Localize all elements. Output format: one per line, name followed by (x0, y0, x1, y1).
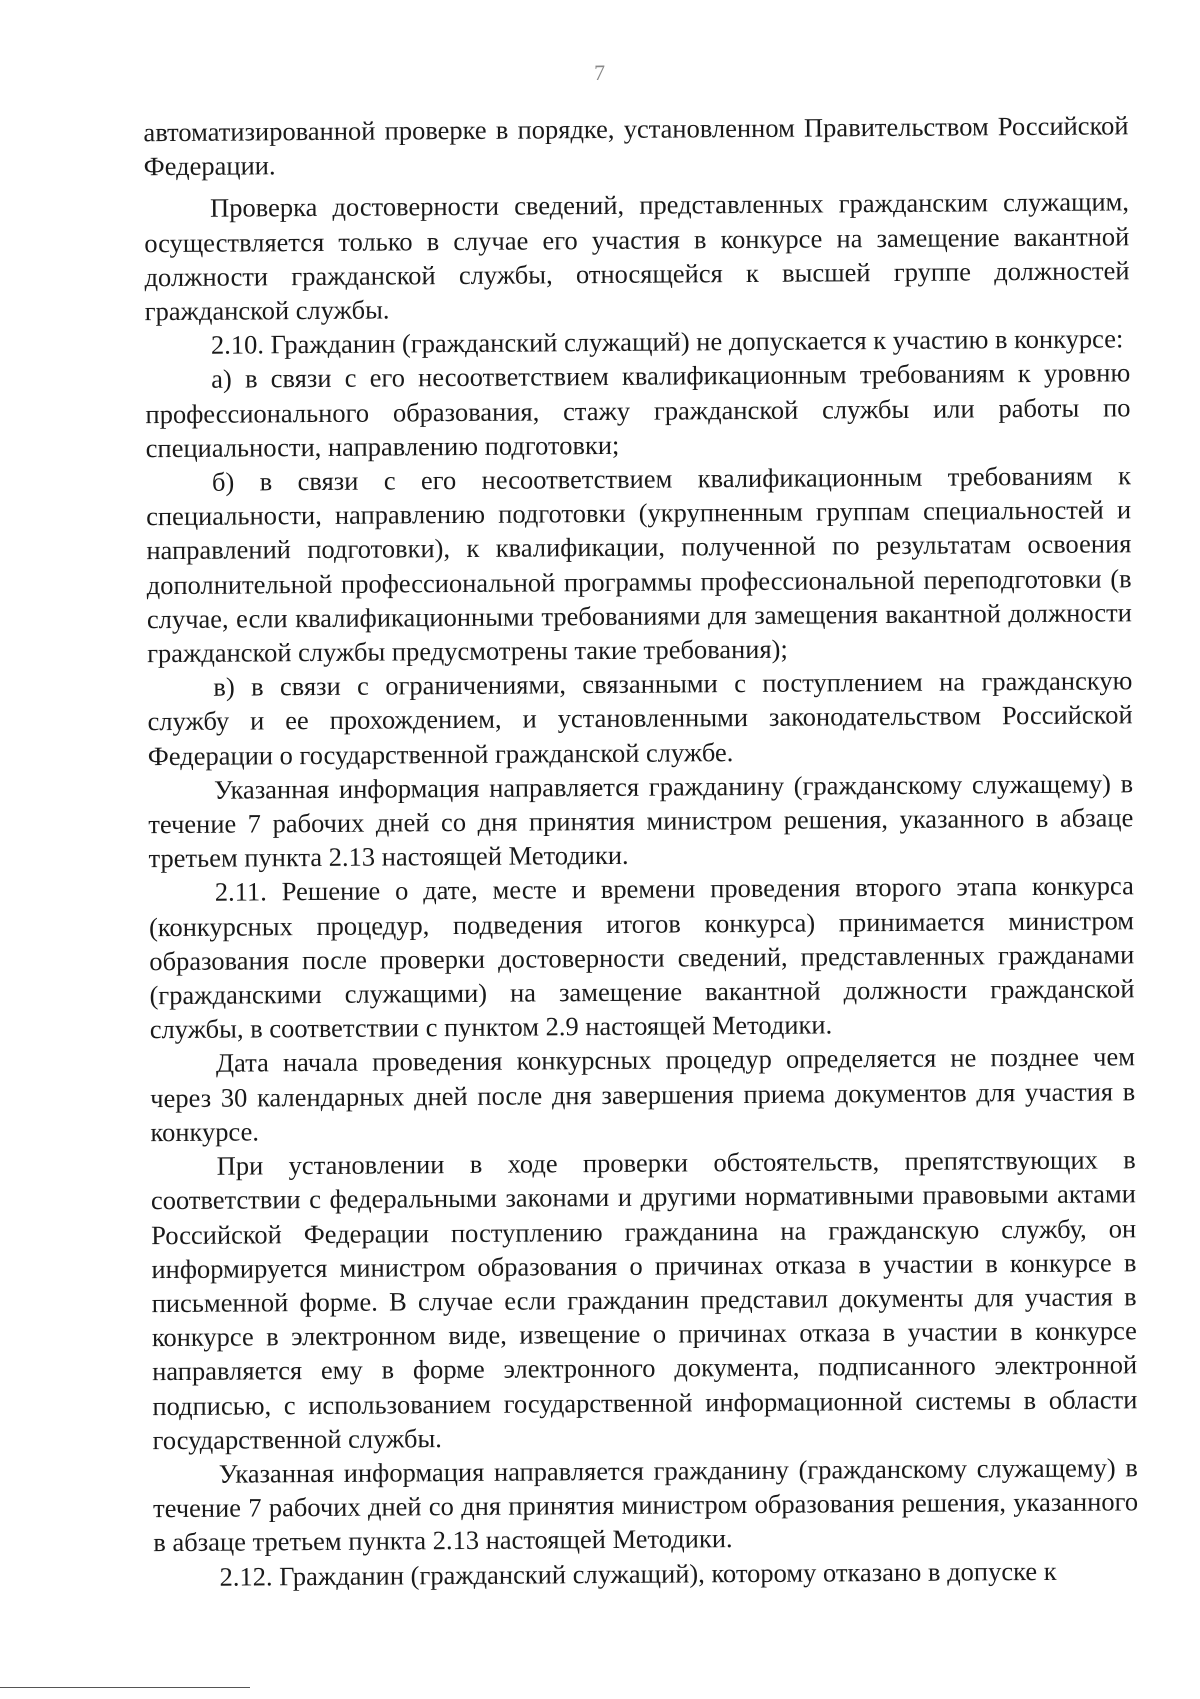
paragraph-start-date: Дата начала проведения конкурсных процедур определяется не позднее чем через 30 календарных дней после дня завершения приема документов для участия в конкурсе. (150, 1041, 1136, 1148)
footnote-divider (0, 1687, 250, 1688)
page-number: 7 (594, 59, 607, 86)
paragraph-info-notice-1: Указанная информация направляется гражданину (гражданскому служащему) в течение 7 рабочих дней со дня принятия министром решения, указанного в абзаце третьем пункта 2.13 настоящей Методики. (148, 768, 1134, 874)
document-body (143, 108, 1138, 1594)
paragraph-continuation: автоматизированной проверке в порядке, установленном Правительством Российской Федерации. (143, 110, 1129, 182)
list-item-v: в) в связи с ограничениями, связанными с поступлением на гражданскую службу и ее прохождением, и установленными законодательством Российской Федерации о государственной гражданской службе. (147, 665, 1133, 771)
list-item-a: а) в связи с его несоответствием квалификационным требованиям к уровню профессионального образования, стажу гражданской службы или работы по специальности, направлению подготовки; (145, 357, 1131, 464)
paragraph-2-11: 2.11. Решение о дате, месте и времени проведения второго этапа конкурса (конкурсных процедур, подведения итогов конкурса) принимается министром образования после проверки достоверности сведений, представленных гражданами (гражданскими служащими) на замещение вакантной должности гражданской службы, в соответствии с пунктом 2.9 настоящей Методики. (148, 870, 1135, 1045)
paragraph-refusal-reasons: При установлении в ходе проверки обстоятельств, препятствующих в соответствии с федеральными законами и другими нормативными правовыми актами Российской Федерации поступлению гражданина на гражданскую службу, он информируется министром образования о причинах отказа в участии в конкурсе в письменной форме. В случае если гражданин представил документы для участия в конкурсе в электронном виде, извещение о причинах отказа в участии в конкурсе направляется ему в форме электронного документа, подписанного электронной подписью, с использованием государственной информационной системы в области государственной службы. (150, 1144, 1138, 1455)
paragraph-info-notice-2: Указанная информация направляется гражданину (гражданскому служащему) в течение 7 рабочих дней со дня принятия министром образования решения, указанного в абзаце третьем пункта 2.13 настоящей Методики. (152, 1452, 1139, 1558)
list-item-b: б) в связи с его несоответствием квалификационным требованиям к специальности, направлению подготовки (укрупненным группам специальностей и направлений подготовки), к квалификации, полученной по результатам освоения дополнительной профессиональной программы профессиональной переподготовки (в случае, если квалификационными требованиями для замещения вакантной должности гражданской службы предусмотрены такие требования); (146, 460, 1132, 669)
paragraph-2-10: 2.10. Гражданин (гражданский служащий) не допускается к участию в конкурсе: (210, 323, 1124, 360)
paragraph-verification: Проверка достоверности сведений, представленных гражданским служащим, осуществляется только в случае его участия в конкурсе на замещение вакантной должности гражданской службы, относящейся к высшей группе должностей гражданской службы. (144, 186, 1130, 327)
paragraph-2-12: 2.12. Гражданин (гражданский служащий), которому отказано в допуске к (219, 1555, 1057, 1592)
